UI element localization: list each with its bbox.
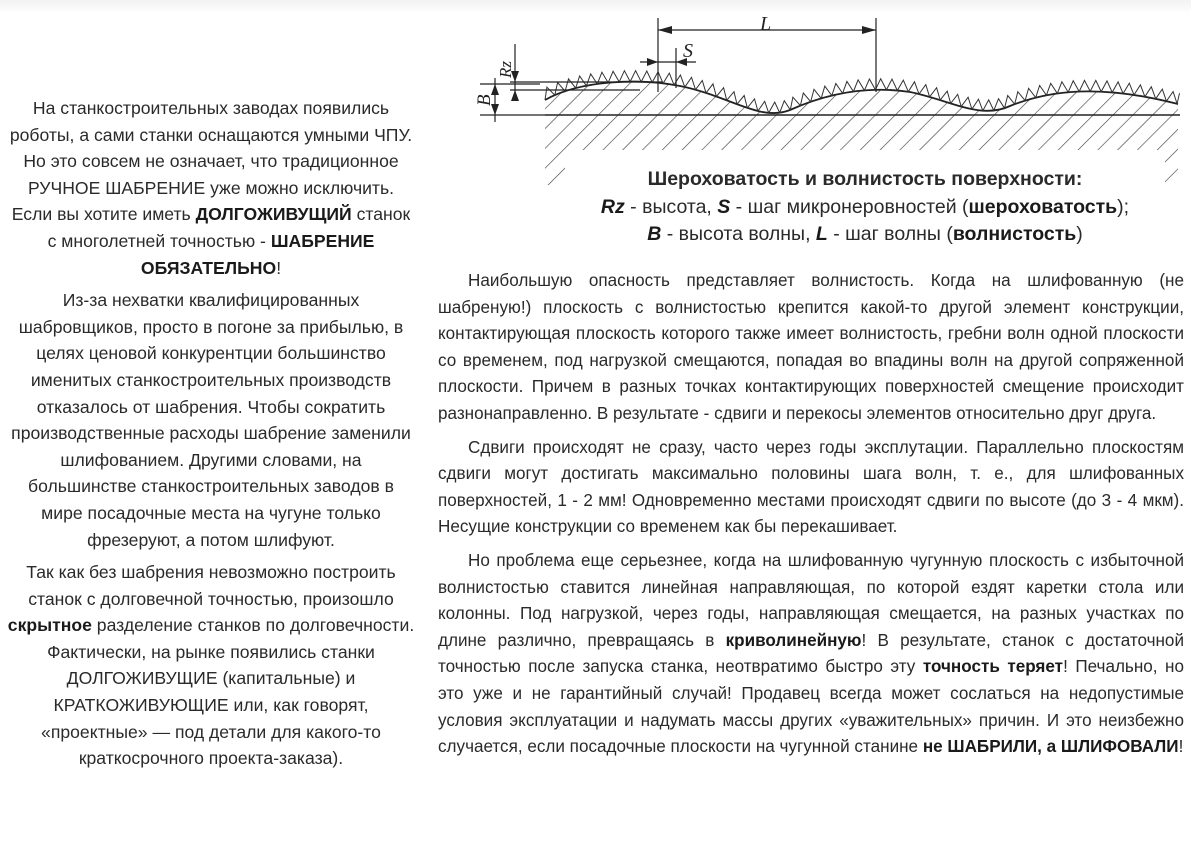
right-p3-text-1: Но проблема еще серьезнее, когда на шлифованную чугунную плоскость с избыточной волнистостью ставится линейная направляющая, по которой ездят каретки стола или колонны. Под нагрузкой, через годы, направляющая смещается, на разных участках по длине различно, превращаясь в bbox=[438, 550, 1184, 650]
right-p3-text-2: ! В результате, станок с достаточной точностью после запуска станка, неотвратимо быстро эту bbox=[438, 630, 1184, 677]
caption-rz: Rz bbox=[600, 195, 625, 218]
dim-b-label: B bbox=[474, 94, 495, 106]
dim-rz-arrow-bottom bbox=[511, 90, 519, 101]
caption-roughness-word: шероховатость bbox=[968, 195, 1118, 218]
diagram-caption bbox=[540, 166, 1190, 249]
right-p3-bold-not-scraped: не ШАБРИЛИ, а ШЛИФОВАЛИ bbox=[922, 737, 1179, 757]
left-p3-bold-hidden: скрытное bbox=[7, 615, 92, 636]
right-paragraph-2: Сдвиги происходят не сразу, часто через годы эксплутации. Параллельно плоскостям сдвиги могут достигать максимально половины шага волн, т. е., для шлифованных поверхностей, 1 - 2 мм! Одновременно местами происходят сдвиги по высоте (до 3 - 4 мкм). Несущие конструкции со временем как бы перекашивает. bbox=[438, 437, 1184, 537]
caption-line2-end: ); bbox=[1117, 195, 1130, 218]
dim-s-arrow-left bbox=[647, 58, 658, 66]
right-p3-text-4: ! bbox=[1178, 737, 1184, 757]
caption-l: L bbox=[815, 223, 828, 245]
dim-b-arrow-top bbox=[491, 84, 499, 95]
right-paragraph-3 bbox=[438, 548, 1184, 761]
dim-l-arrow-left bbox=[658, 26, 672, 34]
dim-rz-label: Rz bbox=[496, 61, 515, 78]
left-p1-text-1: На станкостроительных заводах появились роботы, а сами станки оснащаются умными ЧПУ. Но это совсем не означает, что традиционное РУЧНОЕ ШАБРЕНИЕ уже можно исключить. Если вы хотите иметь bbox=[9, 98, 413, 225]
left-p1-bold-scraping-required: ШАБРЕНИЕ ОБЯЗАТЕЛЬНО bbox=[140, 230, 375, 278]
caption-rz-text: - высота, bbox=[624, 195, 718, 218]
right-p3-bold-loses-accuracy: точность теряет bbox=[922, 657, 1064, 677]
left-paragraph-3 bbox=[6, 559, 416, 772]
caption-s: S bbox=[717, 195, 731, 218]
caption-b: B bbox=[647, 223, 662, 245]
left-column-text bbox=[6, 95, 416, 778]
right-column-text bbox=[438, 268, 1184, 768]
left-p1-text-3: ! bbox=[276, 257, 282, 278]
caption-line-roughness bbox=[540, 194, 1190, 222]
caption-l-text: - шаг волны ( bbox=[827, 223, 953, 245]
dim-l-label: L bbox=[760, 13, 772, 35]
left-p3-text-2: разделение станков по долговечности. Фактически, на рынке появились станки ДОЛГОЖИВУЩИЕ (капитальные) и КРАТКОЖИВУЮЩИЕ или, как говорят, «проектные» — под детали для какого-то краткосрочного проекта-заказа). bbox=[41, 615, 415, 769]
left-p1-text-2: станок с многолетней точностью - bbox=[47, 204, 411, 251]
left-p1-bold-long-living: ДОЛГОЖИВУЩИЙ bbox=[195, 204, 352, 225]
left-paragraph-1 bbox=[6, 95, 416, 281]
right-p3-bold-curvilinear: криволинейную bbox=[725, 630, 862, 650]
caption-line-waviness bbox=[540, 221, 1190, 249]
right-paragraph-1: Наибольшую опасность представляет волнистость. Когда на шлифованную (не шабреную!) плоскость с волнистостью крепится какой-то другой элемент конструкции, контактирующая плоскость которого также имеет волнистость, гребни волн одной плоскости со временем, под нагрузкой смещаются, попадая во впадины волн на другой сопряженной плоскости. Причем в разных точках контактирующих поверхностей смещение происходит разнонаправленно. В результате - сдвиги и перекосы элементов относительно друг друга. bbox=[438, 271, 1184, 423]
dim-l-arrow-right bbox=[862, 26, 876, 34]
caption-waviness-word: волнистость bbox=[952, 223, 1077, 245]
caption-b-text: - высота волны, bbox=[661, 223, 816, 245]
caption-line3-end: ) bbox=[1076, 223, 1083, 245]
left-p3-text-1: Так как без шабрения невозможно построить станок с долговечной точностью, произошло bbox=[26, 562, 396, 609]
right-p3-text-3: ! Печально, но это уже и не гарантийный случай! Продавец всегда может сослаться на недопустимые условия эксплуатации и надумать массы других «уважительных» причин. И это неизбежно случается, если посадочные плоскости на чугунной станине bbox=[438, 657, 1184, 757]
caption-s-text: - шаг микронеровностей ( bbox=[730, 195, 969, 218]
dim-s-label: S bbox=[683, 40, 693, 62]
left-paragraph-2: Из-за нехватки квалифицированных шабровщиков, просто в погоне за прибылью, в целях ценовой конкурентции большинство именитых станкостроительных производств отказалось от шабрения. Чтобы сократить производственные расходы шабрение заменили шлифованием. Другими словами, на большинстве станкостроительных заводов в мире посадочные места на чугуне только фрезеруют, а потом шлифуют. bbox=[11, 290, 411, 550]
caption-title: Шероховатость и волнистость поверхности: bbox=[647, 168, 1083, 190]
